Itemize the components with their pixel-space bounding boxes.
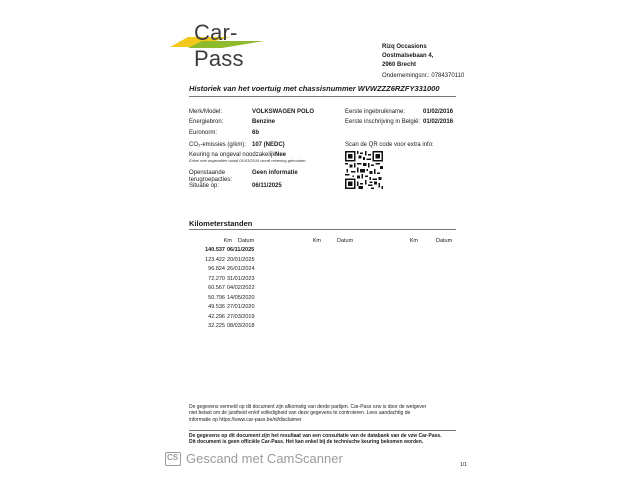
recall-value: Geen informatie <box>252 170 298 176</box>
km-value: 60.567 <box>208 285 225 291</box>
fuel-value: Benzine <box>252 119 276 125</box>
qr-code[interactable] <box>345 151 383 189</box>
km-header-3: Km <box>409 238 418 244</box>
recall-label-1: Openstaande <box>189 170 226 176</box>
inspection-note: Enkel met ongevallen vanaf 01/03/2019 wordt rekening gehouden <box>189 158 306 163</box>
disclaimer-divider <box>189 430 456 431</box>
date-value: 26/01/2024 <box>227 266 255 272</box>
km-value: 49.536 <box>208 304 225 310</box>
document-title: Historiek van het voertuig met chassisnummer WVWZZZ6RZFY331000 <box>189 84 440 93</box>
first-registration-label: Eerste inschrijving in België: <box>345 119 421 125</box>
situation-label: Situatie op: <box>189 183 220 189</box>
table-row <box>200 266 260 276</box>
inspection-value: Nee <box>275 152 287 158</box>
euronorm-value: 6b <box>252 130 260 136</box>
disclaimer-line: informatie op https://www.car-pass.be/nl/disclaimer <box>189 416 302 423</box>
disclaimer-line: niet belast om de juistheid en/of volledigheid van deze gegevens te controleren. Lees aandachtig de <box>189 410 411 417</box>
first-use-label: Eerste ingebruikname: <box>345 109 406 115</box>
disclaimer-paragraph-2 <box>189 433 464 446</box>
km-value: 32.225 <box>208 323 225 329</box>
km-value: 96.824 <box>208 266 225 272</box>
km-value: 72.270 <box>208 275 225 282</box>
car-pass-logo <box>168 20 272 71</box>
km-table <box>200 247 260 333</box>
dealer-street: Oostmalsebaan 4, <box>382 53 434 60</box>
first-registration-value: 01/02/2016 <box>423 119 454 125</box>
km-section-title: Kilometerstanden <box>189 219 253 228</box>
date-value: 14/05/2020 <box>227 294 255 301</box>
table-row <box>200 276 260 286</box>
camscanner-badge-icon <box>165 452 181 466</box>
disclaimer-paragraph-1 <box>189 404 459 423</box>
table-row <box>200 323 260 333</box>
co2-value: 107 (NEDC) <box>252 142 285 148</box>
table-row <box>200 247 260 257</box>
table-row <box>200 285 260 295</box>
disclaimer-line: Dit document is geen officiële Car-Pass. Het kan enkel bij de technische keuring bekomen worden. <box>189 439 424 446</box>
date-header-3: Datum <box>436 238 453 244</box>
km-value: 50.796 <box>208 294 225 301</box>
euronorm-label: Euronorm: <box>189 130 218 136</box>
disclaimer-line: De gegevens op dit document zijn het resultaat van een consultatie van de databank van de vzw Car-Pass. <box>189 433 442 439</box>
km-section-divider <box>189 229 456 230</box>
km-header-2: Km <box>312 238 321 244</box>
km-value: 123.422 <box>205 256 225 263</box>
km-header-1: Km <box>223 238 232 244</box>
page-number: 1/1 <box>460 462 467 468</box>
table-row <box>200 257 260 267</box>
logo-text: Car-Pass <box>194 20 244 71</box>
date-value: 31/01/2023 <box>227 275 255 282</box>
date-value: 08/03/2018 <box>227 323 255 329</box>
enterprise-number: Ondernemingsnr.: 0784370110 <box>382 73 465 79</box>
make-label: Merk/Model: <box>189 109 223 115</box>
date-value: 06/11/2025 <box>227 247 255 253</box>
situation-value: 06/11/2025 <box>252 183 282 189</box>
make-value: VOLKSWAGEN POLO <box>252 109 315 115</box>
camscanner-watermark: Gescand met CamScanner <box>186 451 343 466</box>
table-row <box>200 304 260 314</box>
qr-code-icon <box>345 151 383 189</box>
table-row <box>200 314 260 324</box>
inspection-label: Keuring na ongeval noodzakelijk: <box>189 152 278 158</box>
date-value: 27/01/2020 <box>227 304 255 310</box>
fuel-label: Energiebron: <box>189 119 224 125</box>
date-value: 27/03/2019 <box>227 313 255 320</box>
date-header-2: Datum <box>337 238 354 244</box>
date-value: 04/02/2022 <box>227 285 255 291</box>
recall-label-2: terugroepacties: <box>189 177 233 183</box>
dealer-city: 2960 Brecht <box>382 62 417 69</box>
disclaimer-line: De gegevens vermeld op dit document zijn afkomstig van derde partijen. Car-Pass vzw is door de wetgever <box>189 404 427 410</box>
dealer-name: Rizq Occasions <box>382 44 427 50</box>
dealer-block <box>382 44 462 70</box>
date-value: 20/01/2025 <box>227 256 255 263</box>
first-use-value: 01/02/2016 <box>423 109 454 115</box>
km-value: 42.296 <box>208 313 225 320</box>
co2-label: CO₂-emissies (g/km): <box>189 142 246 148</box>
title-divider <box>189 96 456 97</box>
km-value: 140.537 <box>205 247 225 253</box>
date-header-1: Datum <box>238 238 255 244</box>
qr-label: Scan de QR code voor extra info: <box>345 142 434 148</box>
table-row <box>200 295 260 305</box>
camscanner-badge-text: CS <box>167 453 179 462</box>
